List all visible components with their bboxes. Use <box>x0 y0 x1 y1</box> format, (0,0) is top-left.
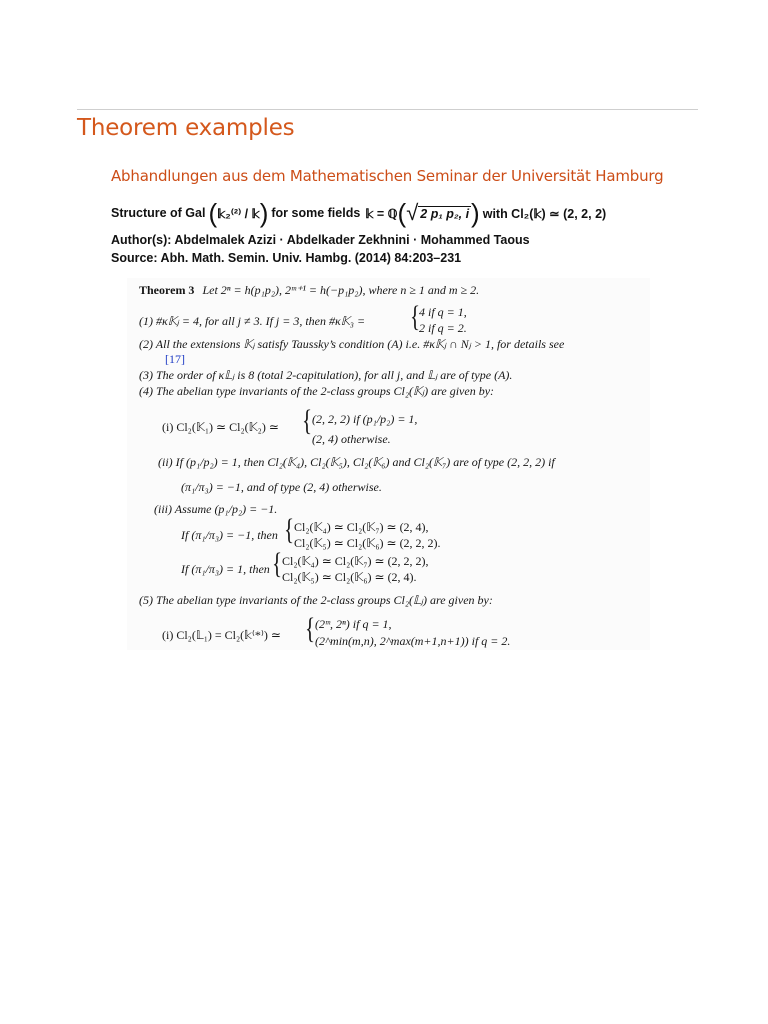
sub-iii-assume: (iii) Assume (p₁/p₂) = −1. <box>154 502 278 516</box>
sub5-case2: (2^min(m,n), 2^max(m+1,n+1)) if q = 2. <box>315 634 511 648</box>
theorem-intro: Let 2ⁿ = h(p₁p₂), 2ᵐ⁺¹ = h(−p₁p₂), where n ≥ 1 and m ≥ 2. <box>202 283 480 297</box>
sub-i-case2: (2, 4) otherwise. <box>312 432 391 446</box>
sub-iii-if1-case1: Cl₂(𝕂₄) ≃ Cl₂(𝕂₇) ≃ (2, 4), <box>294 520 429 534</box>
brace-2: { <box>302 404 313 437</box>
brace-3: { <box>284 513 295 546</box>
paper-title-middle: for some fields <box>271 206 361 220</box>
brace-1: { <box>410 300 421 333</box>
journal-name: Abhandlungen aus dem Mathematischen Seminar der Universität Hamburg <box>111 167 664 185</box>
theorem-item-2: (2) All the extensions 𝕂ⱼ satisfy Taussky’s condition (A) i.e. #κ𝕂ⱼ ∩ Nⱼ > 1, for details see <box>139 337 565 351</box>
sub-ii-line2: (π₁/π₃) = −1, and of type (2, 4) otherwise. <box>181 480 382 494</box>
header-divider <box>77 109 698 110</box>
theorem-item-1: (1) #κ𝕂ⱼ = 4, for all j ≠ 3. If j = 3, then #κ𝕂₃ = <box>139 314 366 328</box>
theorem-item-5: (5) The abelian type invariants of the 2-class groups Cl₂(𝕃ⱼ) are given by: <box>139 593 493 607</box>
sub-i-case1: (2, 2, 2) if (p₁/p₂) = 1, <box>312 412 418 426</box>
authors-line: Author(s): Abdelmalek Azizi · Abdelkader Zekhnini · Mohammed Taous <box>111 233 530 247</box>
theorem-item-3: (3) The order of κ𝕃ⱼ is 8 (total 2-capitulation), for all j, and 𝕃ⱼ are of type (A). <box>139 368 513 382</box>
item1-case2: 2 if q = 2. <box>419 321 467 335</box>
sub-iii-if2-case1: Cl₂(𝕂₄) ≃ Cl₂(𝕂₇) ≃ (2, 2, 2), <box>282 554 429 568</box>
sub-ii-line1: (ii) If (p₁/p₂) = 1, then Cl₂(𝕂₄), Cl₂(𝕂₅), Cl₂(𝕂₆) and Cl₂(𝕂₇) are of type (2, 2, 2) if <box>158 455 555 469</box>
item1-case1: 4 if q = 1, <box>419 305 467 319</box>
paper-title-suffix: with Cl₂(𝕜) ≃ (2, 2, 2) <box>482 206 607 221</box>
brace-5: { <box>305 612 316 645</box>
field-def-lhs: 𝕜 = ℚ <box>365 206 398 221</box>
sub5-case1: (2ᵐ, 2ⁿ) if q = 1, <box>315 617 392 631</box>
sub5-lhs: (i) Cl₂(𝕃₁) = Cl₂(𝕜⁽*⁾) ≃ <box>162 628 281 642</box>
paper-title <box>111 200 671 226</box>
citation-link-17[interactable]: [17] <box>165 352 185 366</box>
sub-iii-if1: If (π₁/π₃) = −1, then <box>181 528 278 542</box>
slide-title: Theorem examples <box>77 115 295 141</box>
galois-group-expression: ( 𝕜₂⁽²⁾ / 𝕜 ) <box>208 198 269 228</box>
theorem-heading: Theorem 3 <box>139 283 195 297</box>
theorem-intro-line <box>139 283 479 298</box>
theorem-image <box>127 278 650 650</box>
field-definition: 𝕜 = ℚ ( √ 2 p₁ p₂, i ) <box>365 198 480 228</box>
field-ratio: 𝕜₂⁽²⁾ / 𝕜 <box>217 206 260 221</box>
theorem-item-4: (4) The abelian type invariants of the 2-class groups Cl₂(𝕂ⱼ) are given by: <box>139 384 495 398</box>
sub-iii-if2: If (π₁/π₃) = 1, then <box>181 562 270 576</box>
sub-i-lhs: (i) Cl₂(𝕂₁) ≃ Cl₂(𝕂₂) ≃ <box>162 420 279 434</box>
sub-iii-if2-case2: Cl₂(𝕂₅) ≃ Cl₂(𝕂₆) ≃ (2, 4). <box>282 570 417 584</box>
paper-title-prefix: Structure of Gal <box>111 206 206 220</box>
sub-iii-if1-case2: Cl₂(𝕂₅) ≃ Cl₂(𝕂₆) ≃ (2, 2, 2). <box>294 536 441 550</box>
source-line: Source: Abh. Math. Semin. Univ. Hambg. (2014) 84:203–231 <box>111 251 462 265</box>
brace-4: { <box>272 547 283 580</box>
sqrt-argument: 2 p₁ p₂, i <box>420 206 470 221</box>
